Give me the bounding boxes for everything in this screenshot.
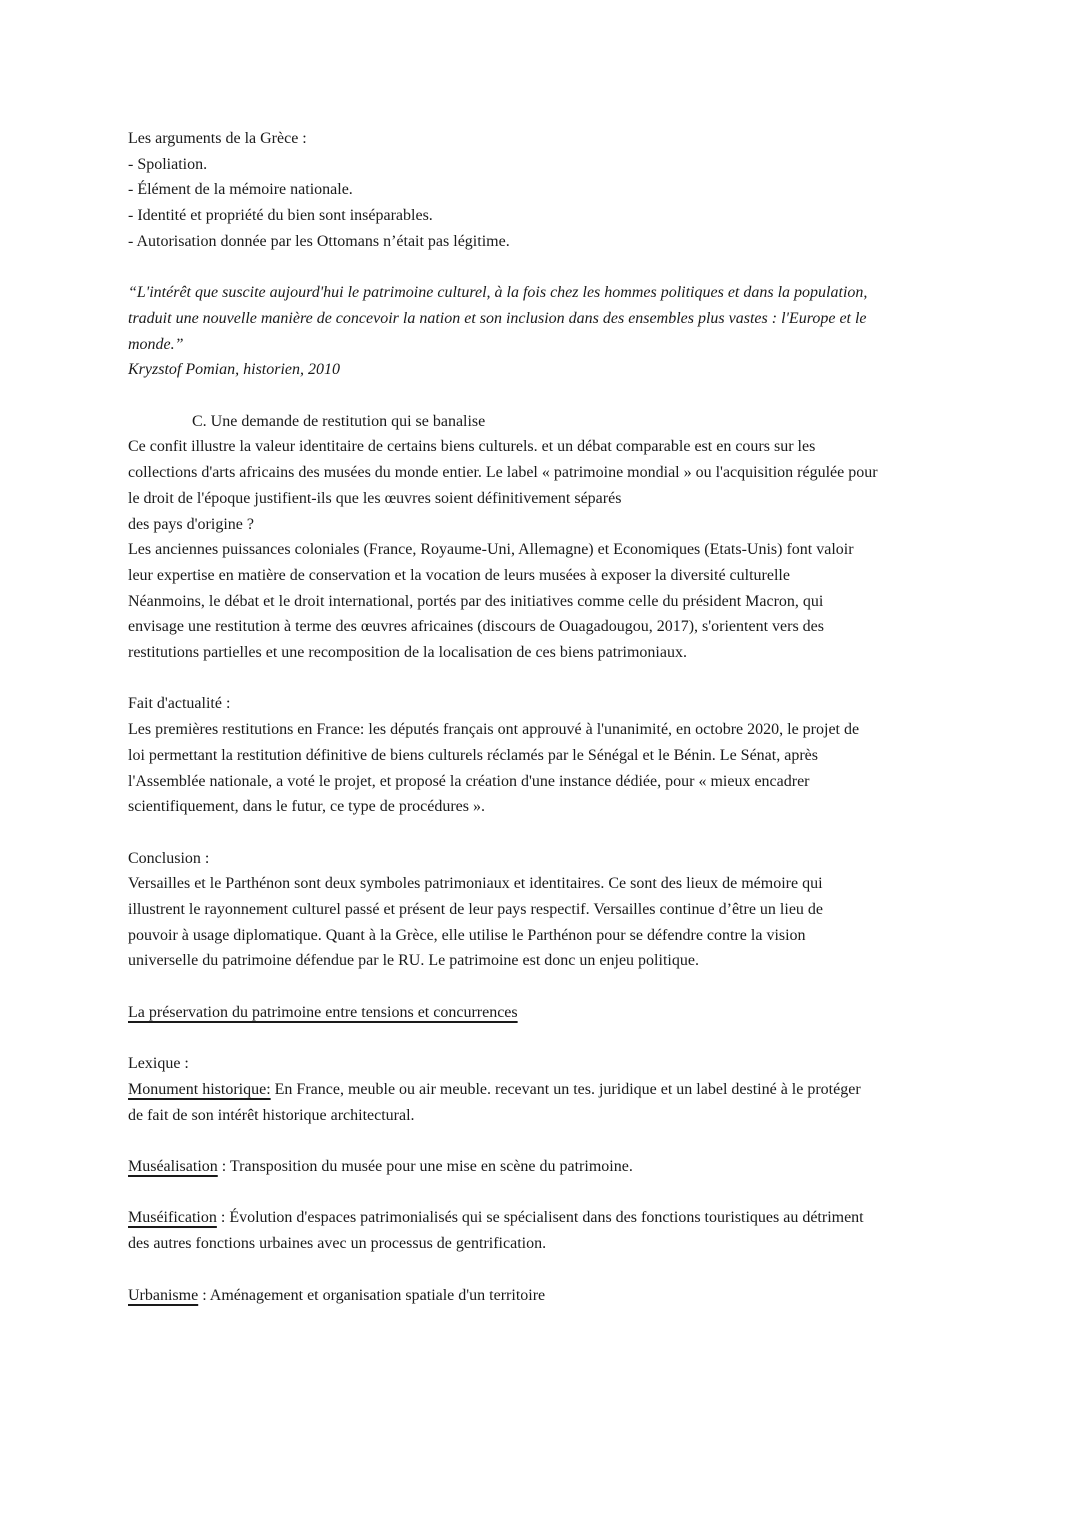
news-section xyxy=(128,691,958,820)
lexicon-entry-urbanisme xyxy=(128,1283,958,1309)
quote-line: traduit une nouvelle manière de concevoir la nation et son inclusion dans des ensembles plus vastes : l'Europe et le xyxy=(128,309,867,327)
lexicon-definition: : Évolution d'espaces patrimonialisés qui se spécialisent dans des fonctions touristiques au détriment xyxy=(216,1209,864,1227)
paragraph-line: illustrent le rayonnement culturel passé et présent de leur pays respectif. Versailles continue d’être un lieu de xyxy=(128,901,824,919)
greece-heading: Les arguments de la Grèce : xyxy=(128,130,307,147)
section-c xyxy=(128,409,958,666)
paragraph-line: des pays d'origine ? xyxy=(128,515,254,533)
paragraph-line: collections d'arts africains des musées du monde entier. Le label « patrimoine mondial » ou l'acquisition régulée pour xyxy=(128,464,878,482)
news-heading: Fait d'actualité : xyxy=(128,695,231,713)
paragraph-line: envisage une restitution à terme des œuvres africaines (discours de Ouagadougou, 2017), s'orientent vers des xyxy=(128,618,825,636)
paragraph-line: Les anciennes puissances coloniales (France, Royaume-Uni, Allemagne) et Economiques (Etats-Unis) font valoir xyxy=(128,541,854,559)
lexicon-term: Urbanisme xyxy=(128,1286,199,1304)
lexicon-entry-musealisation xyxy=(128,1154,958,1180)
greece-item: - Autorisation donnée par les Ottomans n’était pas légitime. xyxy=(128,232,510,250)
paragraph-line: pouvoir à usage diplomatique. Quant à la Grèce, elle utilise le Parthénon pour se défendre contre la vision xyxy=(128,926,806,944)
lexicon-definition: En France, meuble ou air meuble. recevant un tes. juridique et un label destiné à le protéger xyxy=(270,1080,861,1098)
conclusion-heading: Conclusion : xyxy=(128,849,210,867)
paragraph-line: le droit de l'époque justifient-ils que les œuvres soient définitivement séparés xyxy=(128,489,622,507)
lexicon-term: Muséalisation xyxy=(128,1158,218,1176)
paragraph-line: loi permettant la restitution définitive de biens culturels réclamés par le Sénégal et le Bénin. Le Sénat, après xyxy=(128,746,818,764)
lexicon-definition: : Transposition du musée pour une mise en scène du patrimoine. xyxy=(217,1158,633,1176)
lexicon-term: Monument historique: xyxy=(128,1080,271,1098)
paragraph-line: Néanmoins, le débat et le droit international, portés par des initiatives comme celle du président Macron, qui xyxy=(128,592,824,610)
lexicon-definition: de fait de son intérêt historique architectural. xyxy=(128,1106,415,1124)
quote-author: Kryzstof Pomian, historien, 2010 xyxy=(128,361,341,379)
paragraph-line: leur expertise en matière de conservation et la vocation de leurs musées à exposer la diversité culturelle xyxy=(128,566,790,584)
document-page xyxy=(128,126,958,1308)
paragraph-line: Les premières restitutions en France: les députés français ont approuvé à l'unanimité, en octobre 2020, le projet de xyxy=(128,721,860,739)
chapter-title xyxy=(128,1000,958,1026)
pomian-quote xyxy=(128,280,958,383)
greece-item: - Élément de la mémoire nationale. xyxy=(128,181,353,199)
quote-line: “L'intérêt que suscite aujourd'hui le patrimoine culturel, à la fois chez les hommes politiques et dans la population, xyxy=(128,284,868,302)
greece-item: - Spoliation. xyxy=(128,155,208,173)
lexicon-entry-monument xyxy=(128,1077,958,1128)
section-c-title: C. Une demande de restitution qui se banalise xyxy=(192,412,486,430)
conclusion-section xyxy=(128,846,958,975)
chapter-title-text: La préservation du patrimoine entre tensions et concurrences xyxy=(128,1003,518,1021)
lexicon-term: Muséification xyxy=(128,1209,217,1227)
lexicon-definition: : Aménagement et organisation spatiale d'un territoire xyxy=(198,1286,546,1304)
paragraph-line: restitutions partielles et une recomposition de la localisation de ces biens patrimoniaux. xyxy=(128,644,687,662)
lexicon-section xyxy=(128,1051,958,1308)
paragraph-line: universelle du patrimoine défendue par le RU. Le patrimoine est donc un enjeu politique. xyxy=(128,952,699,970)
paragraph-line: l'Assemblée nationale, a voté le projet, et proposé la création d'une instance dédiée, pour « mieux encadrer xyxy=(128,772,810,790)
greece-arguments xyxy=(128,126,958,255)
lexicon-heading: Lexique : xyxy=(128,1055,189,1073)
paragraph-line: Versailles et le Parthénon sont deux symboles patrimoniaux et identitaires. Ce sont des lieux de mémoire qui xyxy=(128,875,823,893)
paragraph-line: Ce confit illustre la valeur identitaire de certains biens culturels. et un débat comparable est en cours sur les xyxy=(128,438,816,456)
greece-item: - Identité et propriété du bien sont inséparables. xyxy=(128,207,433,225)
paragraph-line: scientifiquement, dans le futur, ce type de procédures ». xyxy=(128,798,486,816)
lexicon-entry-museification xyxy=(128,1205,958,1256)
quote-line: monde.” xyxy=(128,335,184,353)
lexicon-definition: des autres fonctions urbaines avec un processus de gentrification. xyxy=(128,1235,547,1253)
